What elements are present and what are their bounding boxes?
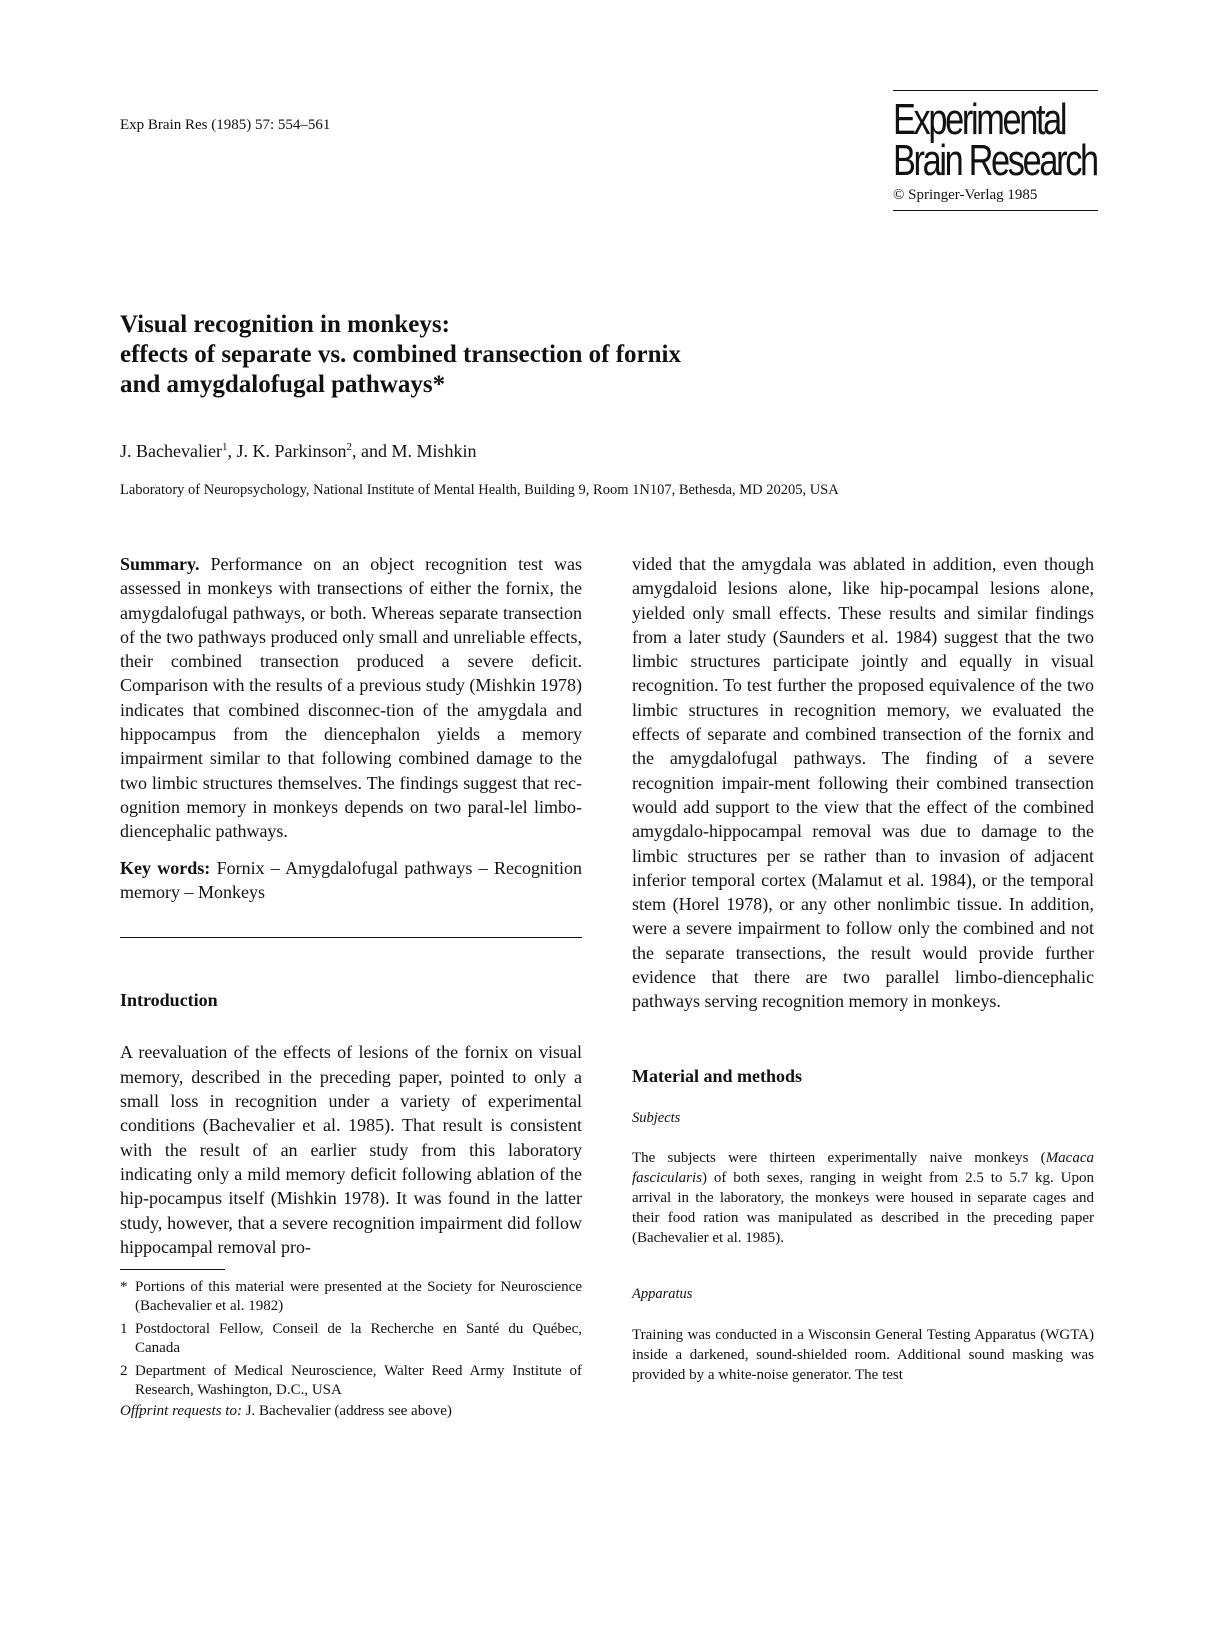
footnote xyxy=(120,1278,582,1316)
author-name: M. Mishkin xyxy=(391,441,477,461)
affiliation-mark: 2 xyxy=(346,441,352,453)
footnote-text: Postdoctoral Fellow, Conseil de la Recherche en Santé du Québec, Canada xyxy=(135,1321,582,1357)
footnote-mark: * xyxy=(120,1279,128,1296)
offprint-text: J. Bachevalier (address see above) xyxy=(241,1403,452,1420)
journal-logo-line2: Brain Research xyxy=(893,136,1097,185)
apparatus-heading: Apparatus xyxy=(632,1286,693,1303)
masthead-top-rule xyxy=(893,90,1098,91)
offprint-note xyxy=(120,1402,582,1421)
title-line: and amygdalofugal pathways* xyxy=(120,371,446,398)
journal-logo xyxy=(893,95,1097,185)
introduction-paragraph: A reevaluation of the effects of lesions of the fornix on visual memory, described in the preceding paper, pointed to only a small loss in recognition under a variety of experimental conditions (Bachevalier et al. 1985). That result is consistent with the result of an earlier study from this laboratory indicating only a mild memory deficit following ablation of the hip-pocampus itself (Mishkin 1978). It was found in the latter study, however, that a severe recognition impairment did follow hippocampal removal pro- xyxy=(120,1042,582,1257)
author-name: J. Bachevalier xyxy=(120,441,222,461)
offprint-label: Offprint requests to: xyxy=(120,1403,242,1420)
methods-heading: Material and methods xyxy=(632,1065,802,1086)
subjects-paragraph xyxy=(632,1148,1094,1248)
footnote xyxy=(120,1320,582,1358)
affiliation-mark: 1 xyxy=(221,441,228,453)
left-column xyxy=(120,552,582,1421)
author-separator: , and xyxy=(351,441,392,461)
publisher-copyright: © Springer-Verlag 1985 xyxy=(893,187,1038,203)
title-line: effects of separate vs. combined transection of fornix xyxy=(120,341,681,368)
author-separator: , xyxy=(227,441,237,461)
summary-label: Summary. xyxy=(120,554,200,574)
journal-masthead xyxy=(893,90,1098,211)
journal-citation: Exp Brain Res (1985) 57: 554–561 xyxy=(120,117,331,133)
subjects-heading: Subjects xyxy=(632,1109,681,1126)
title-line: Visual recognition in monkeys: xyxy=(120,311,450,338)
subjects-text-end: ) of both sexes, ranging in weight from 2.5 to 5.7 kg. Upon arrival in the laboratory, the monkeys were housed in separate cages and their food ration was manipulated as described in the preceding paper (Bachevalier et al. 1985). xyxy=(632,1170,1094,1247)
species-name: Macaca fascicularis xyxy=(632,1150,1094,1187)
right-column xyxy=(632,552,1094,1385)
apparatus-paragraph: Training was conducted in a Wisconsin General Testing Apparatus (WGTA) inside a darkened, sound-shielded room. Additional sound masking was provided by a white-noise generator. The test xyxy=(632,1326,1094,1383)
footnote-text: Portions of this material were presented at the Society for Neuroscience (Bachevalier et al. 1982) xyxy=(135,1279,582,1315)
keywords-paragraph xyxy=(120,856,582,905)
author-affiliation: Laboratory of Neuropsychology, National Institute of Mental Health, Building 9, Room 1N107, Bethesda, MD 20205, USA xyxy=(120,482,839,498)
author-list xyxy=(120,441,477,462)
footnotes xyxy=(120,1278,582,1421)
footnote-mark: 1 xyxy=(120,1321,128,1338)
footnote-mark: 2 xyxy=(120,1363,128,1380)
keywords-label: Key words: xyxy=(120,857,211,878)
paper-title xyxy=(120,310,880,400)
introduction-heading: Introduction xyxy=(120,990,218,1011)
subjects-text-start: The subjects were thirteen experimentally naive monkeys ( xyxy=(632,1150,1046,1167)
keywords-text: Fornix – Amygdalofugal pathways – Recognition memory – Monkeys xyxy=(120,857,582,902)
introduction-continued: vided that the amygdala was ablated in addition, even though amygdaloid lesions alone, like hip-pocampal lesions alone, yielded only small effects. These results and similar findings from a later study (Saunders et al. 1984) suggest that the two limbic structures participate jointly and equally in visual recognition. To test further the proposed equivalence of the two limbic structures in recognition memory, we evaluated the effects of separate and combined transection of the fornix and the amygdalofugal pathways. The finding of a severe recognition impair-ment following their combined transection would add support to the view that the effect of the combined amygdalo-hippocampal removal was due to damage to the limbic structures per se rather than to invasion of adjacent inferior temporal cortex (Malamut et al. 1984), or the temporal stem (Horel 1978), or any other nonlimbic tissue. In addition, were a severe impairment to follow only the combined and not the separate transections, the result would provide further evidence that there are two parallel limbo-diencephalic pathways serving recognition memory in monkeys. xyxy=(632,554,1094,1012)
summary-paragraph xyxy=(120,552,582,844)
section-divider xyxy=(120,937,582,938)
footnote xyxy=(120,1362,582,1400)
footnote-text: Department of Medical Neuroscience, Walter Reed Army Institute of Research, Washington, D.C., USA xyxy=(135,1363,582,1399)
summary-text: Performance on an object recognition test was assessed in monkeys with transections of either the fornix, the amygdalofugal pathways, or both. Whereas separate transection of the two pathways produced only small and unreliable effects, their combined transection produced a severe deficit. Comparison with the results of a previous study (Mishkin 1978) indicates that combined disconnec-tion of the amygdala and hippocampus from the diencephalon yields a memory impairment similar to that following combined damage to the two limbic structures themselves. The findings suggest that rec-ognition memory in monkeys depends on two paral-lel limbo-diencephalic pathways. xyxy=(120,554,582,842)
masthead-bottom-rule xyxy=(893,210,1098,211)
author-name: J. K. Parkinson xyxy=(236,441,347,461)
footnote-rule xyxy=(120,1269,225,1270)
journal-logo-line1: Experimental xyxy=(893,95,1066,144)
